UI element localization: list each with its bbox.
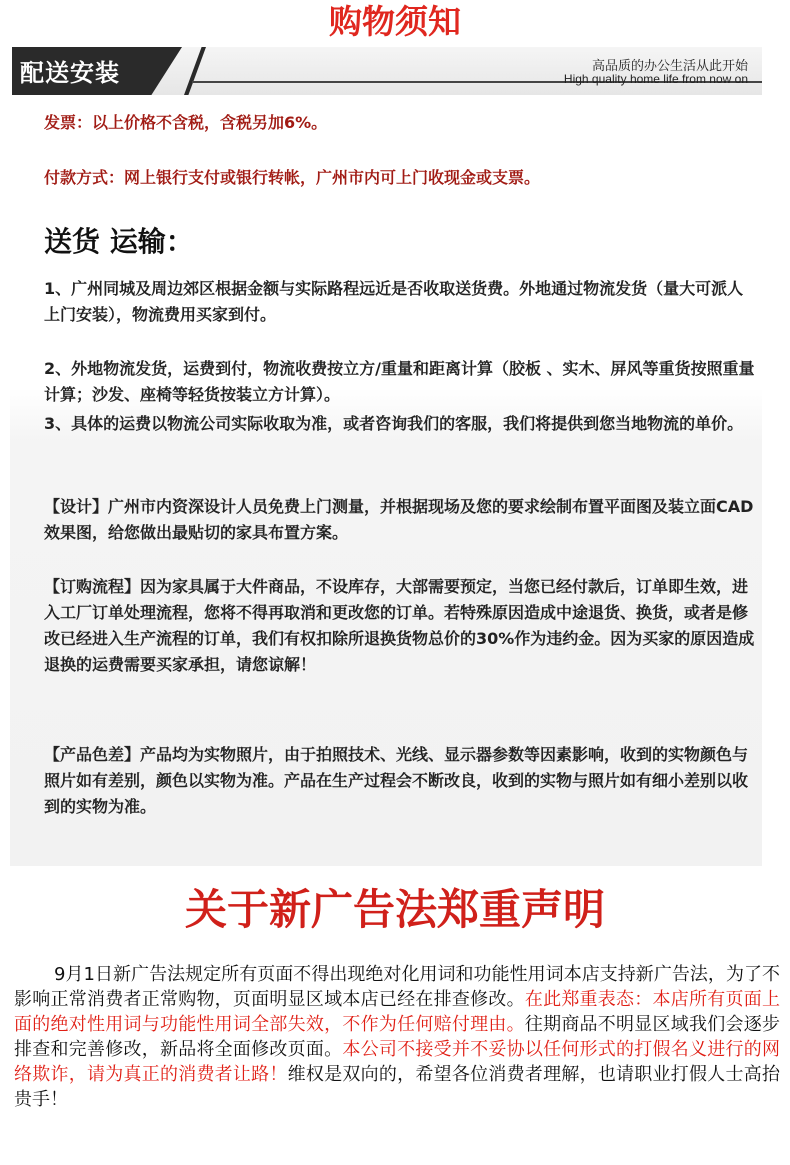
notice-title: 关于新广告法郑重声明 bbox=[184, 885, 605, 934]
banner-tagline-en: High quality home life from now on bbox=[563, 72, 748, 86]
banner-tagline-cn: 高品质的办公生活从此开始 bbox=[591, 59, 748, 74]
delivery-item-2: 2、外地物流发货，运费到付，物流收费按立方/重量和距离计算（胶板 、实木、屏风等重货按照重量计算；沙发、座椅等轻货按装立方计算）。 bbox=[44, 359, 755, 404]
notice-part-3: 往期商品不明显区域我们会逐步排查和完善修改，新品将全面修改页面。 bbox=[14, 1014, 780, 1060]
page-title: 购物须知 bbox=[329, 2, 461, 41]
color-difference-paragraph: 【产品色差】产品均为实物照片，由于拍照技术、光线、显示器参数等因素影响，收到的实物颜色与照片如有差别，颜色以实物为准。产品在生产过程会不断改良，收到的实物与照片如有细小差别以收到的实物为准。 bbox=[44, 745, 749, 816]
banner-stripe bbox=[184, 47, 206, 95]
notice-part-2-highlight: 在此郑重表态：本店所有页面上面的绝对性用词与功能性用词全部失效，不作为任何赔付理由。 bbox=[14, 989, 780, 1035]
delivery-heading: 送货 运输： bbox=[44, 225, 194, 258]
notice-body bbox=[14, 962, 780, 1112]
delivery-item-3: 3、具体的运费以物流公司实际收取为准，或者咨询我们的客服，我们将提供到您当地物流的单价。 bbox=[44, 414, 744, 433]
order-process-paragraph: 【订购流程】因为家具属于大件商品，不设库存，大部需要预定，当您已经付款后，订单即生效，进入工厂订单处理流程，您将不得再取消和更改您的订单。若特殊原因造成中途退货、换货，或者是修改已经进入生产流程的订单，我们有权扣除所退换货物总价的30%作为违约金。因为买家的原因造成退换的运费需要买家承担，请您谅解！ bbox=[44, 577, 755, 674]
notice-part-4-highlight: 本公司不接受并不妥协以任何形式的打假名义进行的网络欺诈，请为真正的消费者让路！ bbox=[14, 1039, 780, 1085]
notice-part-5: 维权是双向的，希望各位消费者理解，也请职业打假人士高抬贵手！ bbox=[14, 1064, 781, 1110]
delivery-item-1: 1、广州同城及周边郊区根据金额与实际路程远近是否收取送货费。外地通过物流发货（量大可派人上门安装），物流费用买家到付。 bbox=[44, 279, 744, 324]
design-paragraph: 【设计】广州市内资深设计人员免费上门测量，并根据现场及您的要求绘制布置平面图及装立面CAD效果图，给您做出最贴切的家具布置方案。 bbox=[44, 497, 754, 542]
notice-part-1: 9月1日新广告法规定所有页面不得出现绝对化用词和功能性用词本店支持新广告法，为了不影响正常消费者正常购物，页面明显区域本店已经在排查修改。 bbox=[14, 964, 780, 1010]
invoice-text: 发票：以上价格不含税，含税另加6%。 bbox=[44, 113, 328, 132]
section-banner bbox=[12, 47, 762, 95]
banner-label: 配送安装 bbox=[20, 58, 120, 87]
payment-text: 付款方式：网上银行支付或银行转帐，广州市内可上门收现金或支票。 bbox=[44, 168, 541, 187]
